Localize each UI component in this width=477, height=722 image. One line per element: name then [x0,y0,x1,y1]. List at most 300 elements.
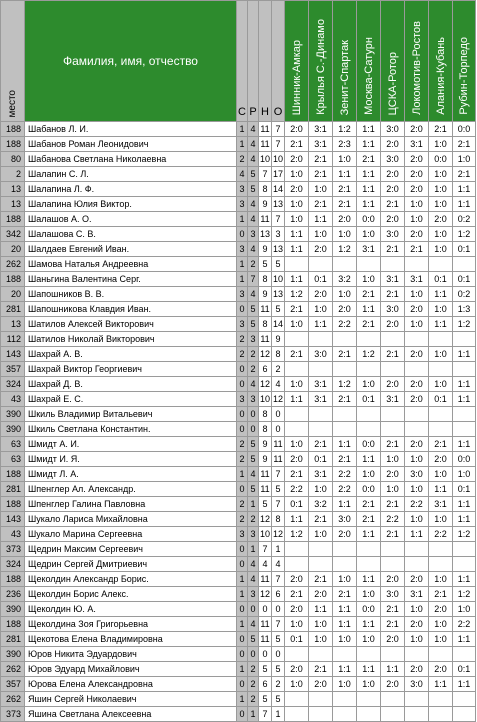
score-cell: 2:1 [357,287,381,302]
score-cell: 2:0 [333,302,357,317]
stat-o-cell: 5 [272,632,285,647]
table-row [1,197,476,212]
stat-c-cell: 1 [237,212,248,227]
stat-n-cell: 12 [259,377,272,392]
score-cell [333,542,357,557]
score-cell: 2:0 [405,152,429,167]
stat-c-cell: 4 [237,167,248,182]
place-cell: 112 [1,332,25,347]
place-cell: 2 [1,167,25,182]
score-cell [405,362,429,377]
score-cell [309,257,333,272]
score-cell [285,362,309,377]
stat-o-cell: 3 [272,227,285,242]
score-cell [381,257,405,272]
table-row [1,647,476,662]
score-cell: 2:1 [381,527,405,542]
stat-r-cell: 3 [248,527,259,542]
score-cell: 1:1 [357,122,381,137]
score-cell: 2:2 [333,482,357,497]
score-cell: 1:1 [405,527,429,542]
match-header-7 [429,1,453,122]
table-row [1,302,476,317]
score-cell: 1:1 [429,482,453,497]
score-cell: 1:0 [429,512,453,527]
place-cell: 43 [1,527,25,542]
stat-c-cell: 1 [237,662,248,677]
stat-o-cell: 5 [272,257,285,272]
score-cell: 1:0 [309,302,333,317]
score-cell: 2:2 [453,617,476,632]
stat-n-cell: 10 [259,527,272,542]
table-row [1,707,476,722]
score-cell [453,647,476,662]
score-cell [285,542,309,557]
table-row [1,242,476,257]
score-cell [285,692,309,707]
stat-o-cell: 14 [272,317,285,332]
name-cell: Шалапин С. Л. [25,167,237,182]
score-cell: 1:1 [285,242,309,257]
score-cell [285,332,309,347]
place-cell: 13 [1,182,25,197]
score-cell [357,647,381,662]
score-cell: 2:1 [453,137,476,152]
score-cell [381,407,405,422]
place-cell: 188 [1,272,25,287]
score-cell: 1:0 [285,377,309,392]
score-cell: 1:0 [405,452,429,467]
score-cell: 0:0 [357,212,381,227]
score-cell: 3:0 [381,152,405,167]
table-row [1,452,476,467]
score-cell: 3:0 [381,587,405,602]
place-cell: 188 [1,572,25,587]
score-cell: 1:1 [453,512,476,527]
stat-r-cell: 5 [248,482,259,497]
score-cell: 3:2 [333,272,357,287]
stat-o-cell: 4 [272,557,285,572]
score-cell: 3:1 [357,242,381,257]
stat-header-o: О [272,1,285,122]
score-cell [429,647,453,662]
score-cell: 2:0 [285,602,309,617]
score-cell: 1:1 [357,662,381,677]
stat-c-cell: 0 [237,302,248,317]
score-cell [309,332,333,347]
score-cell: 2:0 [405,227,429,242]
name-cell: Шпенглер Галина Павловна [25,497,237,512]
table-row [1,152,476,167]
score-cell: 1:0 [285,677,309,692]
score-cell: 2:1 [333,197,357,212]
name-cell: Шалдаев Евгений Иван. [25,242,237,257]
place-cell: 390 [1,647,25,662]
score-cell [405,557,429,572]
score-cell: 2:1 [309,152,333,167]
name-cell: Шахрай А. В. [25,347,237,362]
name-cell: Шмидт Л. А. [25,467,237,482]
table-row [1,572,476,587]
score-cell: 1:0 [285,167,309,182]
score-cell: 2:1 [453,167,476,182]
score-cell: 2:1 [429,122,453,137]
score-cell [429,557,453,572]
score-cell: 1:1 [357,617,381,632]
score-cell: 1:0 [357,467,381,482]
score-cell: 0:2 [453,212,476,227]
stat-c-cell: 3 [237,197,248,212]
stat-header-n: Н [259,1,272,122]
place-cell: 281 [1,302,25,317]
score-cell: 3:1 [309,137,333,152]
stat-r-cell: 4 [248,617,259,632]
place-header-label: место [6,89,18,117]
name-cell: Щеколдин Ю. А. [25,602,237,617]
score-cell [405,407,429,422]
score-cell: 2:0 [381,212,405,227]
score-cell: 2:0 [285,452,309,467]
score-cell [429,362,453,377]
stat-c-cell: 1 [237,587,248,602]
stat-r-cell: 1 [248,707,259,722]
place-cell: 262 [1,662,25,677]
place-cell: 188 [1,212,25,227]
score-cell: 2:1 [285,587,309,602]
score-cell: 0:0 [453,122,476,137]
score-cell: 1:1 [453,377,476,392]
score-cell: 1:0 [381,482,405,497]
name-cell: Шукало Марина Сергеевна [25,527,237,542]
score-cell: 0:1 [453,482,476,497]
place-cell: 324 [1,557,25,572]
score-cell [333,422,357,437]
score-cell [429,707,453,722]
stat-c-cell: 1 [237,467,248,482]
score-cell [357,332,381,347]
stat-o-cell: 5 [272,302,285,317]
score-cell: 2:0 [405,347,429,362]
score-cell [357,422,381,437]
table-row [1,602,476,617]
score-cell [381,707,405,722]
score-cell [333,647,357,662]
place-cell: 80 [1,152,25,167]
score-cell: 2:0 [429,662,453,677]
table-row [1,557,476,572]
score-cell: 1:2 [285,287,309,302]
stat-r-cell: 4 [248,212,259,227]
score-cell: 1:1 [309,602,333,617]
stat-r-cell: 0 [248,602,259,617]
score-cell: 2:0 [405,572,429,587]
stat-header-r: Р [248,1,259,122]
name-cell: Шатилов Николай Викторович [25,332,237,347]
score-cell: 1:1 [453,392,476,407]
match-header-6 [405,1,429,122]
score-cell: 2:0 [309,287,333,302]
table-row [1,362,476,377]
score-cell [381,422,405,437]
score-cell [285,407,309,422]
stat-n-cell: 8 [259,317,272,332]
table-row [1,347,476,362]
stat-n-cell: 7 [259,542,272,557]
match-header-2 [309,1,333,122]
score-cell: 3:1 [405,272,429,287]
score-cell: 1:0 [357,272,381,287]
stat-r-cell: 5 [248,167,259,182]
score-cell: 3:1 [309,392,333,407]
table-row [1,512,476,527]
stat-c-cell: 2 [237,152,248,167]
score-cell: 2:0 [381,572,405,587]
place-cell: 13 [1,197,25,212]
score-cell [405,257,429,272]
stat-c-cell: 2 [237,347,248,362]
stat-c-cell: 0 [237,632,248,647]
score-cell: 1:0 [405,317,429,332]
stat-header-c: С [237,1,248,122]
name-cell: Шабанов Л. И. [25,122,237,137]
match-header-4 [357,1,381,122]
score-cell [309,542,333,557]
score-cell: 1:0 [333,677,357,692]
score-cell: 0:0 [429,152,453,167]
stat-r-cell: 1 [248,497,259,512]
stat-r-cell: 5 [248,302,259,317]
score-cell [405,542,429,557]
score-cell: 1:1 [453,497,476,512]
stat-n-cell: 9 [259,452,272,467]
score-cell: 1:1 [453,182,476,197]
name-cell: Шмидт А. И. [25,437,237,452]
stat-r-cell: 4 [248,557,259,572]
stat-o-cell: 5 [272,482,285,497]
score-cell [357,707,381,722]
score-cell [453,557,476,572]
place-cell: 63 [1,452,25,467]
score-cell: 1:0 [357,227,381,242]
score-cell [381,362,405,377]
score-cell: 2:0 [429,452,453,467]
match-header-label: Рубин-Торпедо [458,37,470,115]
score-cell: 2:0 [285,152,309,167]
name-cell: Шалашов А. О. [25,212,237,227]
stat-c-cell: 3 [237,242,248,257]
place-cell: 390 [1,407,25,422]
score-cell [357,257,381,272]
name-cell: Щеколдина Зоя Григорьевна [25,617,237,632]
score-cell: 2:1 [309,662,333,677]
score-cell: 1:0 [381,452,405,467]
place-cell: 281 [1,482,25,497]
score-cell [333,332,357,347]
stat-r-cell: 0 [248,407,259,422]
score-cell: 0:0 [357,602,381,617]
score-cell [333,692,357,707]
score-cell: 2:0 [381,377,405,392]
score-cell: 1:0 [309,182,333,197]
stat-c-cell: 2 [237,437,248,452]
score-cell: 1:1 [357,197,381,212]
score-cell: 2:0 [309,587,333,602]
score-cell: 2:0 [405,182,429,197]
match-header-label: Шинник-Амкар [290,39,303,115]
score-cell [429,257,453,272]
score-cell: 3:0 [381,227,405,242]
score-cell: 1:0 [405,602,429,617]
stat-o-cell: 13 [272,197,285,212]
table-row [1,332,476,347]
score-cell: 2:1 [381,197,405,212]
stat-n-cell: 11 [259,482,272,497]
name-header: Фамилия, имя, отчество [25,1,237,122]
score-cell: 1:0 [309,632,333,647]
stat-c-cell: 0 [237,407,248,422]
name-cell: Юров Эдуард Михайлович [25,662,237,677]
score-cell: 1:0 [333,287,357,302]
score-cell: 1:0 [333,632,357,647]
score-cell: 2:1 [285,467,309,482]
stat-r-cell: 5 [248,437,259,452]
score-cell: 1:3 [453,302,476,317]
score-cell [405,647,429,662]
score-cell [453,332,476,347]
stat-n-cell: 10 [259,152,272,167]
score-cell: 2:0 [405,437,429,452]
score-cell: 1:0 [285,437,309,452]
score-cell [309,557,333,572]
stat-c-cell: 2 [237,332,248,347]
score-cell: 1:0 [285,212,309,227]
score-cell: 0:1 [357,392,381,407]
score-cell: 1:1 [333,437,357,452]
score-cell: 3:1 [381,392,405,407]
stat-o-cell: 12 [272,527,285,542]
stat-c-cell: 0 [237,422,248,437]
table-row [1,407,476,422]
table-row [1,527,476,542]
score-cell: 0:1 [453,272,476,287]
score-cell [381,692,405,707]
score-cell [285,647,309,662]
stat-o-cell: 7 [272,617,285,632]
score-cell: 1:0 [453,152,476,167]
score-cell: 2:1 [309,572,333,587]
score-cell: 2:0 [285,662,309,677]
stat-n-cell: 9 [259,242,272,257]
stat-n-cell: 8 [259,182,272,197]
match-header-3 [333,1,357,122]
table-body [1,122,476,722]
score-cell [357,407,381,422]
score-cell: 1:1 [429,317,453,332]
score-cell [333,362,357,377]
score-cell [453,362,476,377]
score-cell: 3:0 [405,677,429,692]
place-cell: 20 [1,242,25,257]
score-cell: 2:1 [357,512,381,527]
table-row [1,467,476,482]
score-cell: 3:0 [333,512,357,527]
score-cell: 1:1 [309,317,333,332]
place-cell: 373 [1,542,25,557]
name-cell: Щекотова Елена Владимировна [25,632,237,647]
stat-r-cell: 3 [248,587,259,602]
score-cell: 3:1 [405,137,429,152]
score-cell: 1:0 [405,512,429,527]
score-cell [357,692,381,707]
match-header-label: Москва-Сатурн [362,37,375,115]
score-cell: 1:0 [333,572,357,587]
table-row [1,542,476,557]
score-cell: 2:0 [309,677,333,692]
stat-c-cell: 0 [237,482,248,497]
stat-c-cell: 0 [237,362,248,377]
stat-o-cell: 7 [272,572,285,587]
stat-n-cell: 11 [259,617,272,632]
score-cell: 1:0 [309,482,333,497]
name-cell: Шапошникова Клавдия Иван. [25,302,237,317]
name-cell: Шпенглер Ал. Александр. [25,482,237,497]
score-cell [429,422,453,437]
table-row [1,617,476,632]
stat-c-cell: 0 [237,677,248,692]
score-cell: 0:1 [285,497,309,512]
stat-n-cell: 12 [259,587,272,602]
score-cell: 0:0 [357,437,381,452]
stat-o-cell: 11 [272,452,285,467]
score-cell [333,257,357,272]
stat-c-cell: 0 [237,602,248,617]
stat-c-cell: 0 [237,557,248,572]
stat-c-cell: 3 [237,392,248,407]
score-cell: 1:2 [453,587,476,602]
table-row [1,137,476,152]
stat-r-cell: 2 [248,512,259,527]
score-cell: 1:1 [333,662,357,677]
score-cell: 2:0 [381,317,405,332]
score-cell: 1:0 [285,197,309,212]
score-cell: 1:1 [285,392,309,407]
score-cell: 1:0 [429,617,453,632]
place-cell: 143 [1,512,25,527]
score-cell: 1:1 [357,302,381,317]
place-cell: 188 [1,467,25,482]
stat-n-cell: 5 [259,662,272,677]
stat-n-cell: 12 [259,512,272,527]
score-cell: 1:0 [333,227,357,242]
stat-n-cell: 12 [259,347,272,362]
score-cell: 0:1 [309,272,333,287]
stat-n-cell: 5 [259,692,272,707]
match-header-1 [285,1,309,122]
name-cell: Яшина Светлана Алексеевна [25,707,237,722]
score-cell: 1:0 [429,227,453,242]
table-row [1,632,476,647]
place-cell: 236 [1,587,25,602]
match-header-label: Локомотив-Ростов [410,21,423,115]
score-cell: 2:1 [285,137,309,152]
score-cell: 0:1 [429,272,453,287]
name-cell: Шабанова Светлана Николаевна [25,152,237,167]
score-cell: 2:1 [333,587,357,602]
stat-r-cell: 2 [248,662,259,677]
score-cell: 2:0 [405,122,429,137]
score-cell: 1:0 [453,467,476,482]
stat-n-cell: 4 [259,557,272,572]
